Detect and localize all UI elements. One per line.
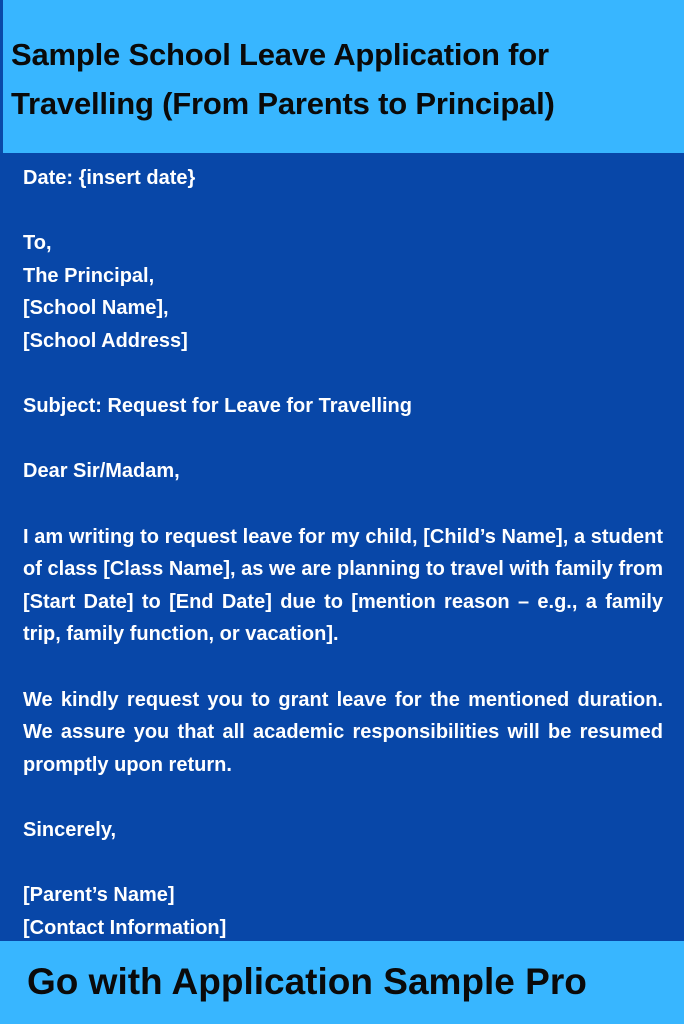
body-paragraph-2: We kindly request you to grant leave for the mentioned duration. We assure you that all academic responsibilities will be resumed promptly upon return. (23, 688, 663, 776)
closing-line: Sincerely, (23, 818, 117, 841)
header-banner (0, 0, 684, 153)
letter-body (23, 162, 663, 944)
spacer (23, 423, 663, 456)
to-line: To, (23, 232, 52, 255)
body-paragraph-1: I am writing to request leave for my child, [Child’s Name], a student of class [Class Name], as we are planning to travel with family from [Start Date] to [End Date] due to [mention reason – e.g., a family trip, family function, or vacation]. (23, 525, 663, 646)
school-name-line: [School Name], (23, 297, 169, 320)
spacer (23, 781, 663, 814)
page-title: Sample School Leave Application for Travelling (From Parents to Principal) (11, 37, 555, 121)
spacer (23, 358, 663, 391)
school-address-line: [School Address] (23, 329, 188, 352)
footer-tagline: Go with Application Sample Pro (27, 961, 587, 1002)
recipient-line: The Principal, (23, 264, 155, 287)
spacer (23, 846, 663, 879)
footer-banner (0, 941, 684, 1024)
salutation-line: Dear Sir/Madam, (23, 460, 180, 483)
letter-panel (0, 153, 684, 941)
spacer (23, 195, 663, 228)
contact-info-line: [Contact Information] (23, 916, 227, 939)
subject-line: Subject: Request for Leave for Travelling (23, 395, 412, 418)
spacer (23, 488, 663, 521)
date-line: Date: {insert date} (23, 167, 196, 189)
parent-name-line: [Parent’s Name] (23, 884, 175, 907)
spacer (23, 651, 663, 684)
